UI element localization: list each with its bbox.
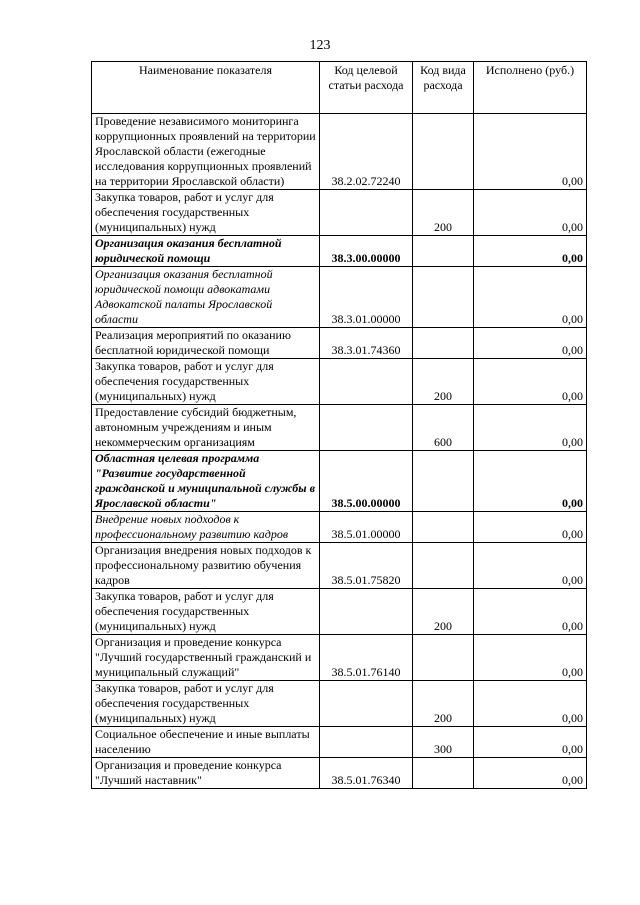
cell-amount: 0,00 — [474, 543, 587, 589]
cell-target-code — [320, 589, 413, 635]
cell-name: Закупка товаров, работ и услуг для обеспечения государственных (муниципальных) нужд — [92, 190, 320, 236]
cell-target-code: 38.3.00.00000 — [320, 236, 413, 267]
cell-name: Областная целевая программа "Развитие государственной гражданской и муниципальной службы в Ярославской области" — [92, 451, 320, 512]
cell-target-code: 38.3.01.00000 — [320, 267, 413, 328]
table-header-row — [92, 62, 587, 114]
table-row — [92, 267, 587, 328]
cell-target-code: 38.5.00.00000 — [320, 451, 413, 512]
table-row — [92, 543, 587, 589]
cell-expense-type — [413, 267, 474, 328]
cell-target-code: 38.3.01.74360 — [320, 328, 413, 359]
page-number: 123 — [309, 38, 331, 53]
cell-target-code: 38.2.02.72240 — [320, 114, 413, 190]
cell-name: Организация оказания бесплатной юридической помощи — [92, 236, 320, 267]
header-target-code: Код целевой статьи расхода — [320, 62, 413, 114]
cell-target-code: 38.5.01.00000 — [320, 512, 413, 543]
cell-expense-type — [413, 328, 474, 359]
table-row — [92, 236, 587, 267]
cell-expense-type: 300 — [413, 727, 474, 758]
table-row — [92, 635, 587, 681]
header-amount: Исполнено (руб.) — [474, 62, 587, 114]
cell-name: Закупка товаров, работ и услуг для обеспечения государственных (муниципальных) нужд — [92, 359, 320, 405]
cell-name: Организация оказания бесплатной юридической помощи адвокатами Адвокатской палаты Ярославской области — [92, 267, 320, 328]
cell-expense-type — [413, 451, 474, 512]
cell-name: Внедрение новых подходов к профессиональному развитию кадров — [92, 512, 320, 543]
cell-amount: 0,00 — [474, 359, 587, 405]
cell-amount: 0,00 — [474, 681, 587, 727]
cell-expense-type — [413, 236, 474, 267]
cell-name: Предоставление субсидий бюджетным, автономным учреждениям и иным некоммерческим организациям — [92, 405, 320, 451]
cell-expense-type: 600 — [413, 405, 474, 451]
table-row — [92, 512, 587, 543]
table-body — [92, 114, 587, 789]
cell-expense-type: 200 — [413, 681, 474, 727]
cell-expense-type — [413, 543, 474, 589]
cell-amount: 0,00 — [474, 512, 587, 543]
table-row — [92, 681, 587, 727]
cell-amount: 0,00 — [474, 190, 587, 236]
cell-target-code: 38.5.01.75820 — [320, 543, 413, 589]
table-row — [92, 758, 587, 789]
cell-name: Закупка товаров, работ и услуг для обеспечения государственных (муниципальных) нужд — [92, 681, 320, 727]
cell-target-code: 38.5.01.76140 — [320, 635, 413, 681]
cell-expense-type — [413, 114, 474, 190]
cell-amount: 0,00 — [474, 328, 587, 359]
table-row — [92, 328, 587, 359]
cell-name: Закупка товаров, работ и услуг для обеспечения государственных (муниципальных) нужд — [92, 589, 320, 635]
cell-target-code — [320, 359, 413, 405]
cell-expense-type: 200 — [413, 589, 474, 635]
cell-amount: 0,00 — [474, 635, 587, 681]
cell-name: Проведение независимого мониторинга коррупционных проявлений на территории Ярославской области (ежегодные исследования коррупционных проявлений на территории Ярославской области) — [92, 114, 320, 190]
cell-name: Организация внедрения новых подходов к профессиональному развитию обучения кадров — [92, 543, 320, 589]
table-row — [92, 114, 587, 190]
cell-amount: 0,00 — [474, 451, 587, 512]
table-row — [92, 451, 587, 512]
cell-amount: 0,00 — [474, 589, 587, 635]
table-row — [92, 359, 587, 405]
cell-expense-type: 200 — [413, 190, 474, 236]
cell-expense-type — [413, 635, 474, 681]
cell-name: Реализация мероприятий по оказанию бесплатной юридической помощи — [92, 328, 320, 359]
cell-target-code — [320, 727, 413, 758]
cell-name: Социальное обеспечение и иные выплаты населению — [92, 727, 320, 758]
cell-expense-type — [413, 512, 474, 543]
cell-expense-type: 200 — [413, 359, 474, 405]
cell-amount: 0,00 — [474, 267, 587, 328]
cell-name: Организация и проведение конкурса "Лучший наставник" — [92, 758, 320, 789]
header-name: Наименование показателя — [92, 62, 320, 114]
cell-amount: 0,00 — [474, 236, 587, 267]
cell-name: Организация и проведение конкурса "Лучший государственный гражданский и муниципальный служащий" — [92, 635, 320, 681]
cell-target-code — [320, 405, 413, 451]
table-row — [92, 727, 587, 758]
cell-target-code: 38.5.01.76340 — [320, 758, 413, 789]
cell-amount: 0,00 — [474, 405, 587, 451]
cell-amount: 0,00 — [474, 727, 587, 758]
cell-amount: 0,00 — [474, 114, 587, 190]
expenditure-table — [91, 61, 587, 789]
table-row — [92, 589, 587, 635]
cell-target-code — [320, 681, 413, 727]
cell-target-code — [320, 190, 413, 236]
table-row — [92, 190, 587, 236]
cell-amount: 0,00 — [474, 758, 587, 789]
cell-expense-type — [413, 758, 474, 789]
table-row — [92, 405, 587, 451]
header-expense-type: Код вида расхода — [413, 62, 474, 114]
